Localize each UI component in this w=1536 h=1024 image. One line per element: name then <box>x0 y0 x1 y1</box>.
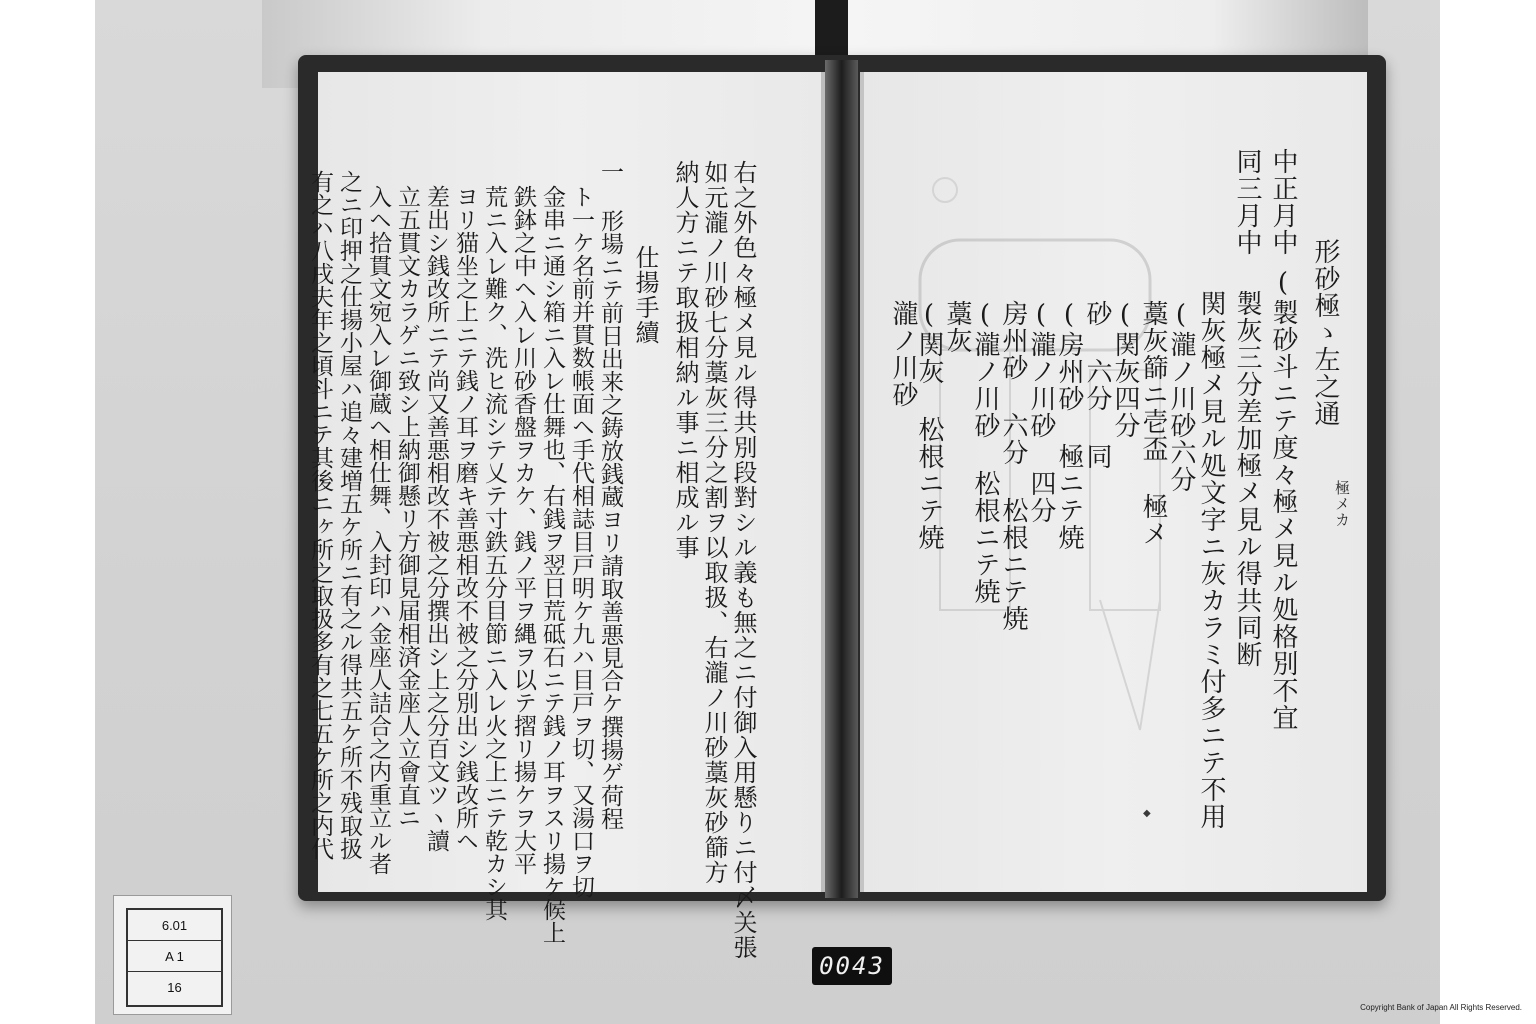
text-column: (製砂斗ニテ度々極メ見ル処格別不宜 <box>1268 268 1298 731</box>
text-column: 房州砂 六分 松根ニテ焼 <box>998 300 1028 632</box>
text-column: ヨリ猫坐之上ニテ銭ノ耳ヲ磨キ善悪相改不被之分別出シ銭改所ヘ <box>452 185 478 852</box>
page-marker-dot: ◆ <box>1143 808 1151 819</box>
text-column: 入ヘ拾貫文宛入レ御蔵ヘ相仕舞、入封印ハ金座人詰合之内重立ル者 <box>365 185 391 875</box>
frame-number: 0043 <box>812 947 892 985</box>
text-column: 立五貫文カラゲニ致シ上納御懸リ方御見届相済金座人立會直ニ <box>394 185 420 829</box>
text-column: 有之ハ八戌夫年之頃斗ニテ其後ニヶ所之取扱多有之七五ケ所之内代 <box>307 170 333 860</box>
margin-annotation: 極メカ <box>1333 480 1351 528</box>
text-column: 製灰三分差加極メ見ル得共同断 <box>1232 290 1262 668</box>
text-column: 納人方ニテ取扱相納ル事ニ相成ル事 <box>671 160 699 560</box>
right-page-title: 形砂極ゝ左之通 <box>1310 238 1340 427</box>
text-column: (瀧ノ川砂六分 <box>1166 300 1196 493</box>
text-column: 関灰極メ見ル処文字ニ灰カラミ付多ニテ不用 <box>1196 290 1226 830</box>
date-column: 同三月中 <box>1232 148 1262 256</box>
catalog-series: A 1 <box>128 941 221 972</box>
text-column: 差出シ銭改所ニテ尚又善悪相改不被之分撰出シ上之分百文ツヽ讀 <box>423 185 449 852</box>
text-column: 鉄鉢之中ヘ入レ川砂香盤ヲカケ、銭ノ平ヲ縄ヲ以テ摺リ揚ケヲ大平 <box>510 185 536 875</box>
text-column: 藁灰 <box>942 300 972 354</box>
copyright-notice: Copyright Bank of Japan All Rights Reserved. <box>1360 1003 1522 1012</box>
text-column: 砂 六分 同 <box>1082 300 1112 470</box>
text-column: 一 形場ニテ前日出来之鋳放銭蔵ヨリ請取善悪見合ケ撰揚ゲ荷程 <box>597 160 623 830</box>
text-column: 右之外色々極メ見ル得共別段對シル義も無之ニ付御入用懸りニ付〆关張 <box>729 160 757 960</box>
text-column: 之ニ印押之仕揚小屋ハ追々建増五ケ所ニ有之ル得共五ケ所不残取扱 <box>336 170 362 860</box>
text-column: 如元瀧ノ川砂七分藁灰三分之割ヲ以取扱、右瀧ノ川砂藁灰砂篩方 <box>700 160 728 885</box>
catalog-label-table <box>126 908 223 1007</box>
text-column: (瀧ノ川砂 四分 <box>1026 300 1056 524</box>
text-column: ト一ケ名前并貫数帳面ヘ手代相誌目戸明ケ九ハ目戸ヲ切、又湯口ヲ切 <box>568 185 594 898</box>
text-column: 瀧ノ川砂 <box>888 300 918 408</box>
catalog-volume: 16 <box>167 980 182 995</box>
section-heading: 仕揚手續 <box>631 245 659 345</box>
text-column: (瀧ノ川砂 松根ニテ焼 <box>970 300 1000 605</box>
text-column: 荒ニ入レ難ク、洗ヒ流シテ乂テ寸鉄五分目節ニ入レ火之上ニテ乾カシ其 <box>481 185 507 921</box>
book-gutter <box>825 60 858 898</box>
text-column: 藁灰篩ニ壱盃 極メ <box>1138 300 1168 547</box>
date-column: 中正月中 <box>1268 148 1298 256</box>
top-divider <box>815 0 848 60</box>
text-column: (関灰四分 <box>1110 300 1140 439</box>
catalog-label <box>113 895 232 1015</box>
text-column: (関灰 松根ニテ焼 <box>914 300 944 551</box>
catalog-number: 6.01 <box>128 910 221 941</box>
text-column: (房州砂 極ニテ焼 <box>1054 300 1084 551</box>
text-column: 金串ニ通シ箱ニ入レ仕舞也、右銭ヲ翌日荒砥石ニテ銭ノ耳ヲスリ揚ケ候上 <box>539 185 565 944</box>
